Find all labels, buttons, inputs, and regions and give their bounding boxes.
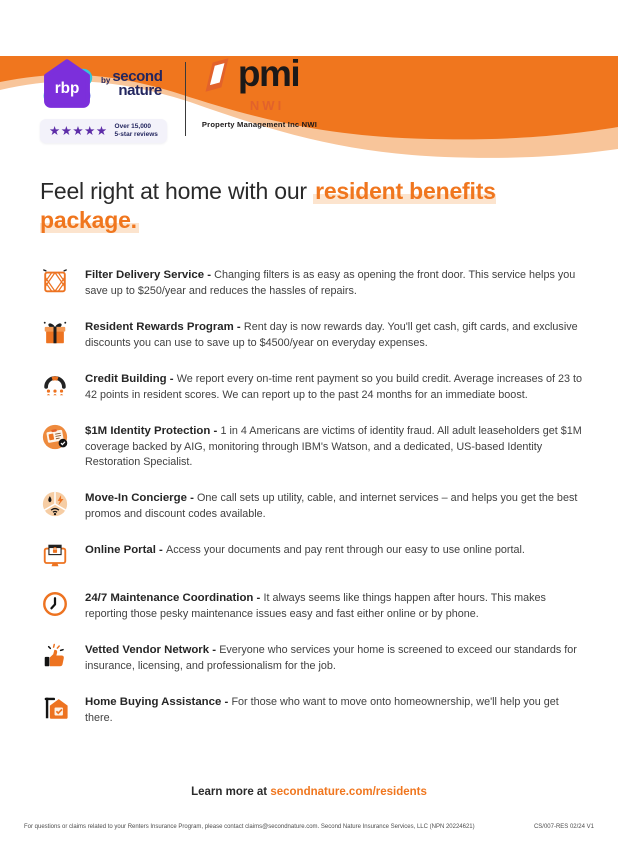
benefit-title: Home Buying Assistance - [85, 696, 232, 709]
benefit-title: Online Portal - [85, 544, 167, 557]
learn-more-prefix: Learn more at [191, 786, 271, 798]
benefit-title: 24/7 Maintenance Coordination - [85, 592, 264, 605]
benefit-title: Move-In Concierge - [85, 492, 198, 505]
benefit-title: Vetted Vendor Network - [85, 644, 220, 657]
benefit-title: Resident Rewards Program - [85, 320, 244, 333]
pmi-logo-icon [202, 56, 232, 94]
residents-link[interactable]: secondnature.com/residents [270, 786, 427, 798]
air-filter-icon [40, 267, 70, 295]
rbp-logo-block [40, 56, 167, 143]
benefit-item [40, 591, 586, 622]
benefit-description: 1 in 4 Americans are victims of identity fraud. All adult leaseholders get $1M coverage backed by AIG, monitoring through IBM's Watson, and a dedicated, US-based Identity Restoration Specialist. [85, 424, 582, 469]
benefit-item [40, 268, 586, 299]
fine-print-legal: For questions or claims related to your Renters Insurance Program, please contact claims@secondnature.com. Second Nature Insurance Services, LLC (NPN 20224621) [24, 824, 475, 830]
benefit-item [40, 643, 586, 674]
benefit-description: It always seems like things happen after hours. This makes reporting those pesky maintenance issues easy and fast either online or by phone. [85, 592, 546, 621]
gift-icon [40, 319, 70, 347]
second-nature-wordmark [101, 70, 162, 98]
svg-text:rbp: rbp [54, 80, 80, 97]
online-portal-icon [40, 542, 70, 570]
reviews-count: Over 15,000 [114, 123, 152, 130]
reviews-label: 5-star reviews [114, 131, 158, 139]
benefit-title: Credit Building - [85, 372, 177, 385]
benefit-item [40, 543, 586, 570]
benefit-description: Everyone who services your home is screened to exceed our standards for insurance, licensing, and professionalism for the job. [85, 644, 577, 673]
utilities-concierge-icon [40, 490, 70, 518]
fine-print-code: CS/007-RES 02/24 V1 [533, 824, 594, 830]
pmi-region-label: NWI [249, 98, 285, 113]
benefit-description: Rent day is now rewards day. You'll get cash, gift cards, and exclusive discounts you can use to save up to $4500/year on everyday expenses. [85, 320, 578, 349]
benefits-list [40, 268, 586, 727]
headline-prefix: Feel right at home with our [40, 178, 314, 205]
reviews-pill [40, 119, 167, 143]
benefit-description: Changing filters is as easy as opening the front door. This service helps you save up to $250/year and reduces the hassles of repairs. [85, 268, 576, 297]
page-title [40, 177, 578, 235]
identity-protection-icon [40, 423, 70, 451]
benefit-description: We report every on-time rent payment so you build credit. Average increases of 23 to 42 points in resident scores. We can report up to the past 24 months for an immediate boost. [85, 372, 583, 401]
benefit-title: $1M Identity Protection - [85, 424, 221, 437]
logo-divider [185, 62, 186, 136]
benefit-title: Filter Delivery Service - [85, 268, 215, 281]
fine-print [24, 824, 594, 830]
benefit-item [40, 491, 586, 522]
credit-gauge-icon [40, 371, 70, 399]
thumbs-up-icon [40, 642, 70, 670]
star-rating-icon: ★★★★★ [49, 123, 108, 138]
benefit-item [40, 320, 586, 351]
rbp-badge-icon [40, 56, 94, 112]
pmi-logo-block [201, 53, 318, 129]
headline-highlight: resident benefits package. [40, 178, 496, 233]
header-logos [40, 53, 618, 143]
pmi-wordmark: pmi [237, 53, 300, 94]
pmi-company-name: Property Management Inc NWI [201, 120, 318, 129]
benefit-description: For those who want to move onto homeownership, we'll help you get there. [85, 696, 559, 725]
home-sign-icon [40, 694, 70, 722]
benefit-description: One call sets up utility, cable, and internet services – and helps you get the best promos and discount codes available. [85, 492, 578, 521]
benefit-item [40, 372, 586, 403]
by-label: by [101, 76, 111, 86]
learn-more-line [0, 786, 618, 798]
brand-word-nature: nature [118, 82, 162, 99]
benefit-item [40, 424, 586, 470]
brand-word-second: second [112, 68, 163, 86]
benefit-item [40, 695, 586, 726]
benefit-description: Access your documents and pay rent through our easy to use online portal. [166, 544, 525, 557]
clock-icon [40, 590, 70, 618]
